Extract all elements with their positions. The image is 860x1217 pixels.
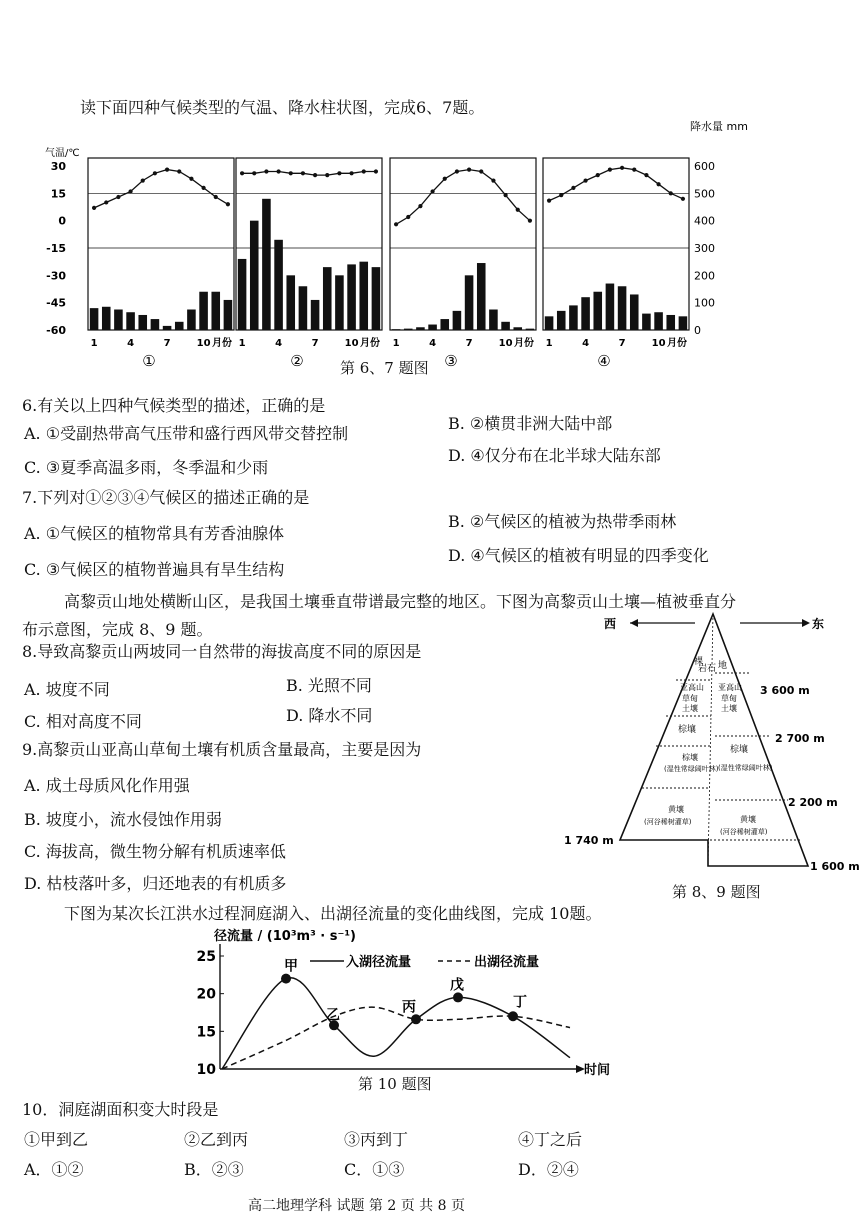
q8-option-c[interactable]: C. 相对高度不同 (24, 712, 142, 731)
elev-2200: 2 200 m (788, 796, 838, 809)
temperature-point (337, 171, 341, 175)
precip-tick-label: 600 (694, 160, 715, 173)
temperature-point (276, 169, 280, 173)
temperature-point (596, 173, 600, 177)
precip-bar (557, 311, 566, 330)
temperature-point (656, 182, 660, 186)
q10-option-a[interactable]: A．①② (24, 1160, 84, 1179)
elev-3600: 3 600 m (760, 684, 810, 697)
temperature-line (242, 172, 376, 176)
precip-bar (187, 310, 196, 331)
e-brown-soil: 棕壤 (730, 745, 749, 755)
q10-item-1: ①甲到乙 (24, 1130, 89, 1149)
precip-bar (654, 312, 663, 330)
intro-8-9-line1: 高黎贡山地处横断山区，是我国土壤垂直带谱最完整的地区。下图为高黎贡山土壤—植被垂直分 (64, 592, 737, 611)
q9-option-b[interactable]: B. 坡度小，流水侵蚀作用弱 (24, 810, 222, 829)
e-soil: 土壤 (721, 704, 737, 713)
temperature-line (549, 168, 683, 201)
inflow-line (222, 978, 570, 1069)
elev-1600: 1 600 m (810, 860, 860, 873)
flow-point-label: 甲 (284, 958, 298, 975)
q7-option-b[interactable]: B. ②气候区的植被为热带季雨林 (448, 512, 677, 531)
intro-6-7: 读下面四种气候类型的气温、降水柱状图，完成6、7题。 (80, 98, 485, 117)
temp-tick-label: -45 (46, 296, 66, 310)
temperature-point (516, 208, 520, 212)
month-tick: 7 (618, 338, 626, 349)
temperature-point (374, 169, 378, 173)
month-tick: 4 (127, 338, 135, 349)
west-label: 西 (604, 617, 617, 631)
flow-ylabel: 径流量 / (10³m³ · s⁻¹) (214, 929, 356, 944)
precip-ticks (694, 160, 715, 337)
w-valley: (河谷稀树灌草) (644, 818, 692, 826)
intro-10: 下图为某次长江洪水过程洞庭湖入、出湖径流量的变化曲线图，完成 10题。 (64, 904, 602, 923)
precip-bar (501, 322, 510, 330)
flow-y-tick: 25 (196, 949, 216, 965)
rock-label-mid: 裸 (694, 657, 704, 667)
elev-2700: 2 700 m (775, 732, 825, 745)
precip-bar (606, 284, 615, 330)
precip-bar (163, 326, 172, 330)
temperature-point (104, 200, 108, 204)
month-tick: 10 (344, 338, 359, 349)
w-subalpine: 亚高山 (680, 683, 704, 692)
q7-stem: 7.下列对①②③④气候区的描述正确的是 (22, 488, 310, 507)
precip-bar (513, 327, 522, 330)
precip-bar (440, 319, 449, 330)
chart-frame (390, 158, 536, 330)
temperature-point (583, 178, 587, 182)
precip-bar (224, 300, 233, 330)
precip-bar (618, 286, 627, 330)
precip-bar (311, 300, 320, 330)
e-valley: (河谷稀树灌草) (720, 828, 768, 836)
temperature-point (252, 171, 256, 175)
precip-bar (489, 310, 498, 331)
temperature-point (226, 202, 230, 206)
q10-stem: 10．洞庭湖面积变大时段是 (22, 1100, 219, 1119)
month-tick: 7 (465, 338, 473, 349)
q6-option-b[interactable]: B. ②横贯非洲大陆中部 (448, 414, 613, 433)
climate-chart-3 (390, 158, 536, 370)
q9-stem: 9.高黎贡山亚高山草甸土壤有机质含量最高，主要是因为 (22, 740, 422, 759)
q7-option-a[interactable]: A. ①气候区的植物常具有芳香油腺体 (24, 524, 285, 543)
temperature-point (681, 197, 685, 201)
precip-bar (545, 316, 554, 330)
q8-option-b[interactable]: B. 光照不同 (286, 676, 372, 695)
w-meadow: 草甸 (682, 694, 698, 703)
q9-option-c[interactable]: C. 海拔高，微生物分解有机质速率低 (24, 842, 286, 861)
temperature-point (214, 195, 218, 199)
temperature-point (313, 173, 317, 177)
precip-bar (299, 286, 308, 330)
q7-option-d[interactable]: D. ④气候区的植被有明显的四季变化 (448, 546, 709, 565)
flow-point (453, 992, 463, 1002)
temperature-point (289, 171, 293, 175)
temp-tick-label: 15 (50, 187, 66, 201)
month-unit: 月份 (667, 338, 687, 349)
flow-point (508, 1011, 518, 1021)
q10-option-d[interactable]: D．②④ (518, 1160, 579, 1179)
month-tick: 7 (163, 338, 171, 349)
precip-bar (642, 314, 651, 330)
precip-bar (630, 294, 639, 330)
temperature-point (264, 169, 268, 173)
temp-tick-label: 0 (58, 214, 66, 228)
climate-chart-2 (236, 158, 382, 370)
e-meadow: 草甸 (721, 694, 737, 703)
precip-bar (404, 329, 413, 330)
flow-point-label: 丁 (513, 994, 527, 1011)
month-tick: 1 (90, 338, 98, 349)
q6-option-c[interactable]: C. ③夏季高温多雨，冬季温和少雨 (24, 458, 269, 477)
temp-tick-label: -30 (46, 269, 66, 283)
precip-bar (211, 292, 220, 330)
temperature-point (165, 168, 169, 172)
q6-stem: 6.有关以上四种气候类型的描述，正确的是 (22, 396, 326, 415)
month-tick: 10 (498, 338, 513, 349)
precip-bar (138, 315, 147, 330)
mountain-diagram (560, 608, 860, 876)
month-tick: 4 (582, 338, 590, 349)
elev-1740: 1 740 m (564, 834, 614, 847)
precip-bar (151, 319, 160, 330)
month-tick: 1 (392, 338, 400, 349)
q6-option-a[interactable]: A. ①受副热带高气压带和盛行西风带交替控制 (24, 424, 349, 443)
precip-tick-label: 0 (694, 324, 701, 337)
temperature-point (644, 173, 648, 177)
temperature-point (528, 219, 532, 223)
flow-point-label: 丙 (402, 999, 416, 1016)
temperature-point (559, 193, 563, 197)
temperature-point (491, 178, 495, 182)
intro-8-9-line2: 布示意图，完成 8、9 题。 (22, 620, 213, 639)
temperature-point (128, 189, 132, 193)
temperature-point (394, 222, 398, 226)
temperature-point (189, 177, 193, 181)
temperature-point (325, 173, 329, 177)
precip-bar (90, 308, 99, 330)
legend-out: 出湖径流量 (474, 955, 540, 970)
precip-bar (250, 221, 259, 330)
chart-id: ② (290, 352, 304, 370)
precip-bar (569, 305, 578, 330)
chart-id: ③ (444, 352, 458, 370)
charts-caption: 第 6、7 题图 (340, 359, 429, 377)
chart-frame (543, 158, 689, 330)
temperature-point (443, 177, 447, 181)
precip-bar (666, 315, 675, 330)
month-tick: 1 (545, 338, 553, 349)
temperature-point (669, 191, 673, 195)
e-subalpine: 亚高山 (718, 683, 742, 692)
temperature-point (406, 215, 410, 219)
temperature-point (547, 199, 551, 203)
q10-item-3: ③丙到丁 (344, 1130, 409, 1149)
precip-bar (323, 267, 332, 330)
temperature-point (455, 169, 459, 173)
climate-chart-4 (543, 158, 689, 370)
precip-bar (593, 292, 602, 330)
w-soil: 土壤 (682, 704, 698, 713)
precip-tick-label: 400 (694, 214, 715, 228)
flow-lines (222, 978, 570, 1069)
month-unit: 月份 (212, 338, 232, 349)
w-brown-label: 棕壤 (682, 753, 698, 762)
precip-bar (114, 310, 123, 331)
flow-y-tick: 10 (196, 1062, 216, 1078)
precip-bar (274, 240, 283, 330)
precip-axis-label: 降水量 mm (690, 120, 748, 133)
temp-tick-label: -15 (46, 242, 66, 255)
month-unit: 月份 (360, 338, 380, 349)
precip-bar (453, 311, 462, 330)
e-yellow-soil: 黄壤 (740, 815, 756, 824)
q7-option-c[interactable]: C. ③气候区的植物普遍具有旱生结构 (24, 560, 285, 579)
precip-bar (335, 275, 344, 330)
flow-y-tick: 15 (196, 1024, 216, 1041)
chart-panels (88, 158, 689, 370)
temperature-point (141, 178, 145, 182)
temperature-point (92, 206, 96, 210)
precip-tick-label: 100 (694, 296, 715, 310)
w-broadleaf: (湿性常绿阔叶林) (664, 765, 719, 773)
precip-bar (175, 322, 184, 330)
temperature-point (467, 168, 471, 172)
q9-option-d[interactable]: D. 枯枝落叶多，归还地表的有机质多 (24, 874, 287, 893)
q8-stem: 8.导致高黎贡山两坡同一自然带的海拔高度不同的原因是 (22, 642, 422, 661)
temperature-point (177, 169, 181, 173)
q8-option-d[interactable]: D. 降水不同 (286, 706, 373, 725)
q8-option-a[interactable]: A. 坡度不同 (24, 680, 110, 699)
chart-id: ① (142, 352, 156, 370)
temperature-point (240, 171, 244, 175)
month-tick: 1 (238, 338, 246, 349)
rock-label-w: 岩石 (698, 664, 717, 674)
e-broadleaf: (湿性常绿阔叶林) (718, 764, 773, 772)
temperature-point (479, 169, 483, 173)
east-label: 东 (812, 617, 825, 631)
temp-tick-label: 30 (50, 160, 66, 173)
chart-id: ④ (597, 352, 611, 370)
temperature-line (94, 170, 228, 208)
temp-ticks (46, 160, 66, 337)
flow-point (281, 974, 291, 984)
q6-option-d[interactable]: D. ④仅分布在北半球大陆东部 (448, 446, 661, 465)
month-tick: 4 (275, 338, 283, 349)
month-tick: 10 (651, 338, 666, 349)
page-footer: 高二地理学科 试题 第 2 页 共 8 页 (248, 1198, 465, 1214)
precip-bar (262, 199, 271, 330)
precip-bar (477, 263, 486, 330)
q10-option-b[interactable]: B．②③ (184, 1160, 244, 1179)
mountain-caption: 第 8、9 题图 (672, 883, 761, 901)
legend-in: 入湖径流量 (346, 955, 412, 970)
temperature-point (571, 186, 575, 190)
precip-bar (581, 297, 590, 330)
month-tick: 10 (196, 338, 211, 349)
month-tick: 4 (429, 338, 437, 349)
month-unit: 月份 (514, 338, 534, 349)
climate-charts (40, 118, 760, 373)
month-tick: 7 (311, 338, 319, 349)
precip-bar (416, 327, 425, 330)
precip-bar (126, 312, 135, 330)
w-yellow-soil: 黄壤 (668, 805, 684, 814)
temperature-point (153, 171, 157, 175)
precip-bar (199, 292, 208, 330)
flow-point-label: 戊 (450, 977, 464, 994)
precip-bar (679, 316, 688, 330)
temperature-point (430, 189, 434, 193)
q10-item-2: ②乙到丙 (184, 1130, 249, 1149)
temperature-point (116, 195, 120, 199)
temp-tick-label: -60 (46, 324, 66, 337)
temperature-point (418, 204, 422, 208)
rock-label-e: 地 (718, 661, 728, 671)
temp-axis-label: 气温/℃ (45, 148, 80, 159)
precip-bar (372, 267, 381, 330)
w-brown-soil: 棕壤 (678, 725, 697, 735)
precip-bar (286, 275, 295, 330)
temperature-point (301, 171, 305, 175)
precip-tick-label: 500 (694, 187, 715, 201)
precip-bar (359, 262, 368, 330)
precip-bar (428, 325, 437, 330)
q10-option-c[interactable]: C．①③ (344, 1160, 405, 1179)
temperature-point (632, 168, 636, 172)
temperature-point (362, 169, 366, 173)
temperature-point (608, 168, 612, 172)
temperature-point (201, 186, 205, 190)
flow-caption: 第 10 题图 (358, 1075, 432, 1093)
temperature-point (503, 193, 507, 197)
flow-point (411, 1014, 421, 1024)
climate-chart-1 (88, 158, 234, 370)
precip-bar (465, 275, 474, 330)
flow-y-tick: 20 (196, 986, 216, 1003)
flow-chart (180, 924, 640, 1094)
temperature-point (620, 166, 624, 170)
precip-bar (102, 307, 111, 330)
precip-bar (526, 329, 535, 330)
flow-point-label: 乙 (326, 1007, 340, 1024)
precip-tick-label: 200 (694, 269, 715, 283)
q10-item-4: ④丁之后 (518, 1130, 583, 1149)
temperature-line (396, 170, 530, 225)
precip-bar (392, 329, 401, 330)
flow-xlabel: 时间 (584, 1063, 611, 1078)
precip-tick-label: 300 (694, 242, 715, 255)
temperature-point (349, 171, 353, 175)
precip-bar (238, 259, 247, 330)
precip-bar (347, 264, 356, 330)
q9-option-a[interactable]: A. 成土母质风化作用强 (24, 776, 190, 795)
